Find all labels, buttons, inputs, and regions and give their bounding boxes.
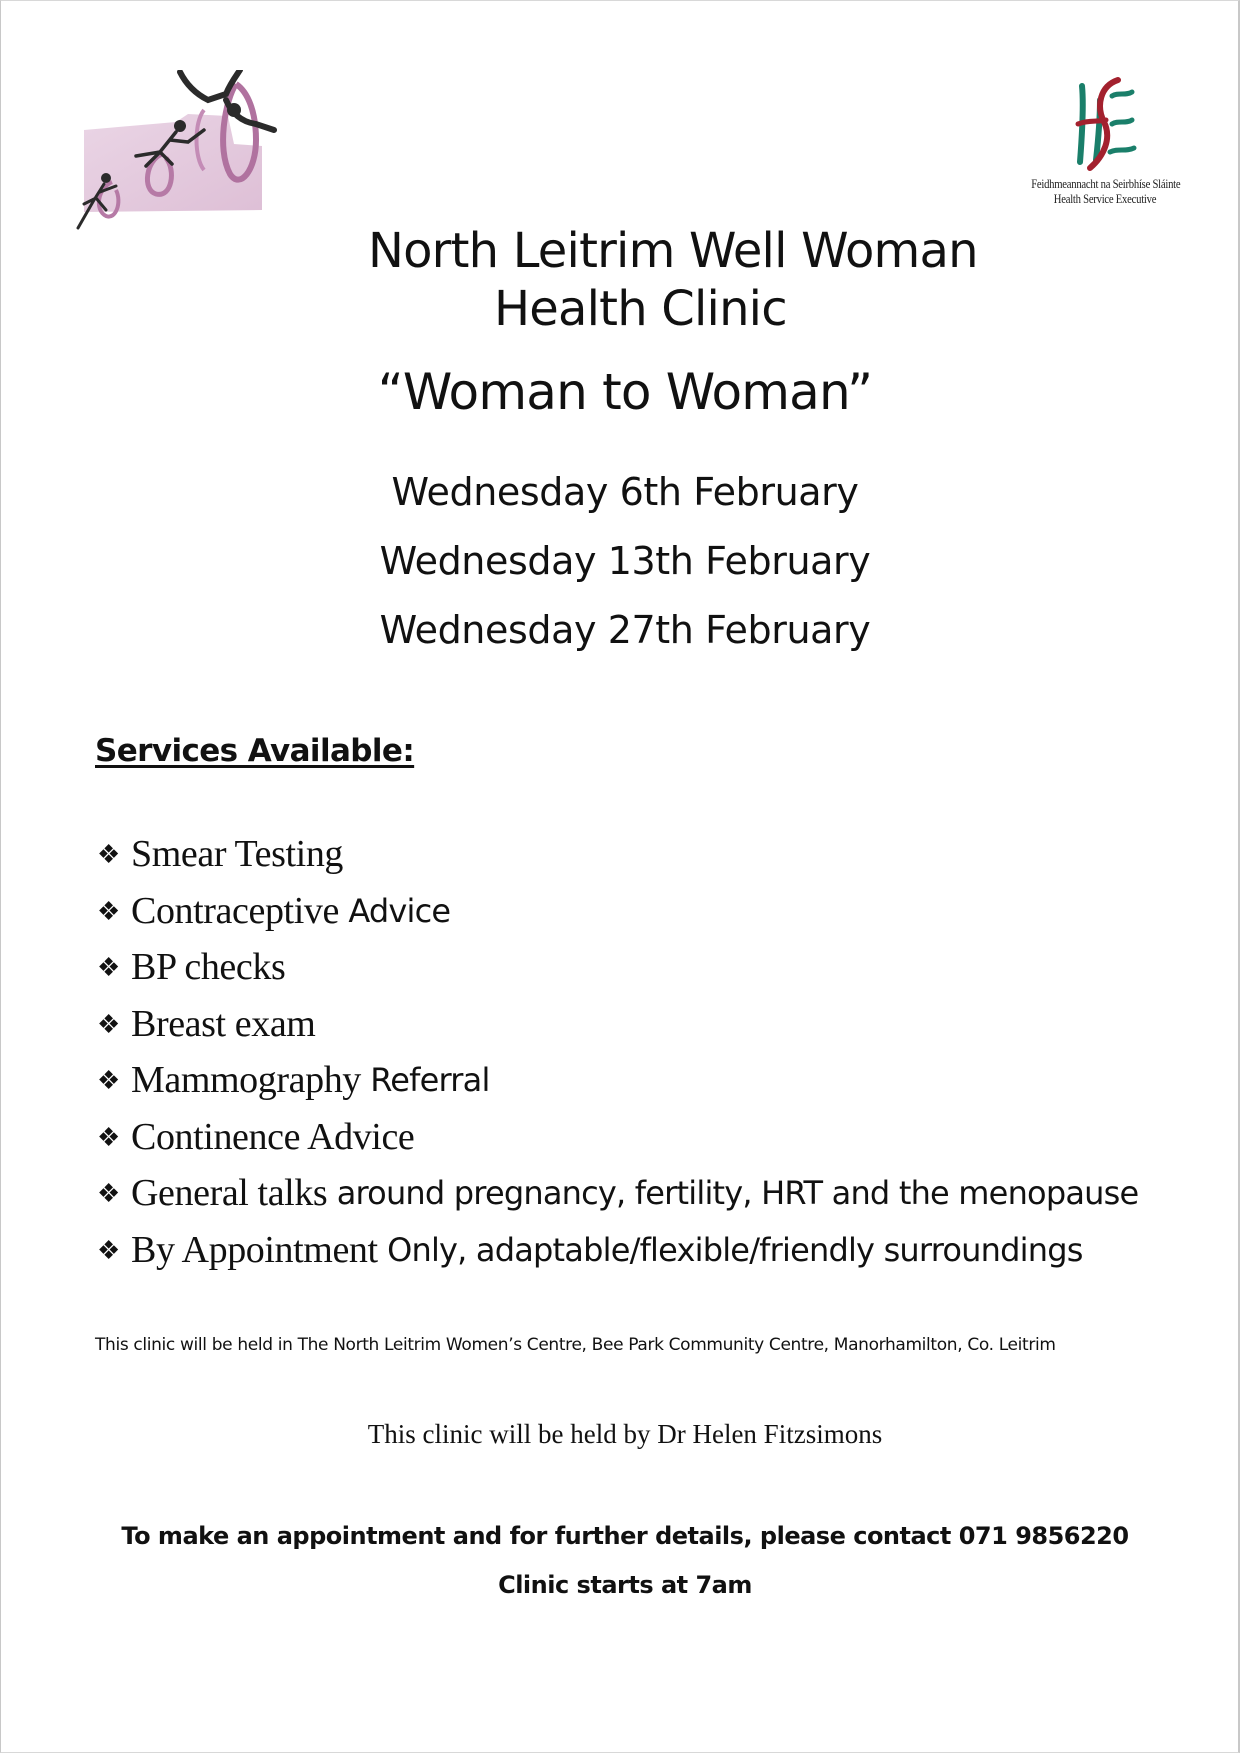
hse-caption-irish: Feidhmeannacht na Seirbhíse Sláinte [1031,176,1181,191]
diamond-bullet-icon: ❖ [97,1008,121,1039]
hse-caption [1031,176,1179,206]
diamond-bullet-icon: ❖ [97,1065,121,1096]
diamond-bullet-icon: ❖ [97,895,121,926]
diamond-bullet-icon: ❖ [97,839,121,870]
hse-caption-english: Health Service Executive [1053,191,1157,206]
list-item [97,1165,1138,1222]
date-item: Wednesday 13th February [379,539,871,583]
diamond-bullet-icon: ❖ [97,1234,121,1265]
subtitle: “Woman to Woman” [377,363,873,421]
doctor-note: This clinic will be held by Dr Helen Fitzsimons [367,1419,883,1449]
service-label: BP checks [131,946,286,988]
date-item: Wednesday 6th February [391,470,859,514]
diamond-bullet-icon: ❖ [97,1178,121,1209]
list-item [97,939,1138,996]
title-line-2: Health Clinic [494,281,787,337]
service-label: General talks [131,1172,328,1214]
start-time-note: Clinic starts at 7am [498,1571,752,1599]
contact-note: To make an appointment and for further details, please contact 071 9856220 [121,1522,1129,1550]
date-item: Wednesday 27th February [379,608,871,652]
hse-logo [1015,76,1195,226]
service-label: Breast exam [131,1002,316,1045]
list-item [97,1222,1138,1279]
list-item [97,1052,1138,1109]
list-item [97,883,1138,940]
diamond-bullet-icon: ❖ [97,1121,121,1152]
service-label: Mammography [131,1059,361,1101]
service-label: Smear Testing [131,833,344,875]
services-list [97,826,1138,1278]
list-item [97,1109,1138,1166]
list-item [97,996,1138,1053]
service-label-continued: Only, adaptable/flexible/friendly surroundings [377,1230,1083,1269]
hse-icon [1060,76,1150,176]
clinic-dates [0,458,1240,665]
service-label: Contraceptive [131,889,339,932]
service-label-continued: around pregnancy, fertility, HRT and the menopause [327,1174,1139,1212]
service-label: By Appointment [131,1228,378,1271]
dancing-figures-logo [76,70,290,230]
diamond-bullet-icon: ❖ [97,952,121,983]
dancing-figures-icon [76,70,290,230]
title-line-1: North Leitrim Well Woman [368,223,978,279]
list-item [97,826,1138,883]
service-label: Continence Advice [131,1115,415,1158]
services-heading: Services Available: [95,733,415,769]
location-note: This clinic will be held in The North Leitrim Women’s Centre, Bee Park Community Centre, Manorhamilton, Co. Leitrim [95,1335,1056,1355]
service-label-continued: Referral [360,1061,490,1099]
service-label-continued: Advice [338,891,451,930]
